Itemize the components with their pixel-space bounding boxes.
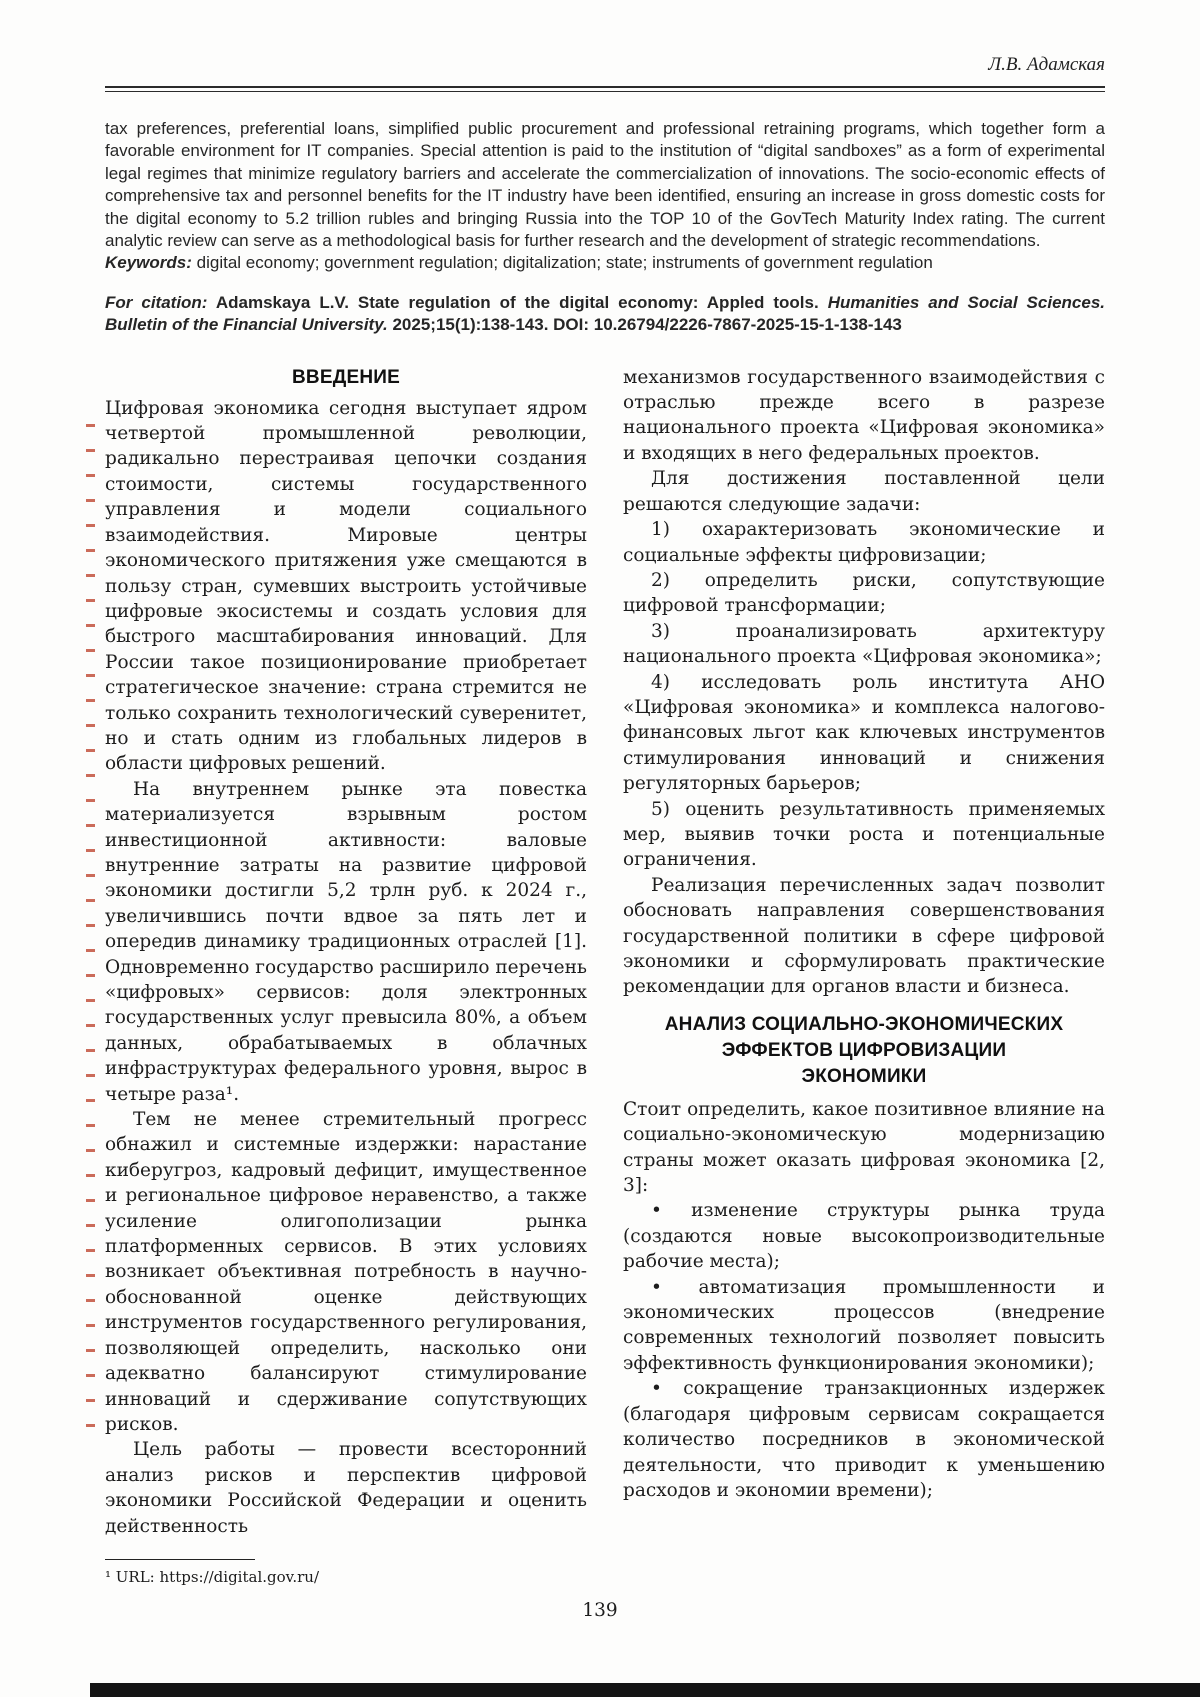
- keywords-label: Keywords:: [105, 253, 192, 273]
- task-item-5: 5) оценить результативность применяемых мер, выявив точки роста и потенциальные ограничения.: [623, 798, 1105, 871]
- running-head-author: Л.В. Адамская: [988, 54, 1105, 75]
- tasks-outro-paragraph: Реализация перечисленных задач позволит обосновать направления совершенствования государственной политики в сфере цифровой экономики и сформулировать практические рекомендации для органов власти и бизнеса.: [623, 874, 1105, 998]
- citation-journal: Humanities and Social Sciences. Bulletin of the Financial University.: [105, 292, 1106, 335]
- intro-paragraph-2: На внутреннем рынке эта повестка материализуется взрывным ростом инвестиционной активности: валовые внутренние затраты на развитие цифровой экономики достигли 5,2 трлн руб. к 2024 г., увеличившись почти вдвое за пять лет и опередив динамику традиционных отраслей [1]. Одновременно государство расширило перечень «цифровых» сервисов: доля электронных государственных услуг превысила 80%, а объем данных, обрабатываемых в облачных инфраструктурах федерального уровня, вырос в четыре раза¹.: [105, 778, 587, 1105]
- footnote-block: [105, 1559, 587, 1587]
- analysis-heading-line-1: АНАЛИЗ СОЦИАЛЬНО-ЭКОНОМИЧЕСКИХ: [664, 1013, 1064, 1035]
- two-column-body: [105, 365, 1105, 1587]
- task-item-2: 2) определить риски, сопутствующие цифровой трансформации;: [623, 569, 1105, 617]
- analysis-intro-paragraph: Стоит определить, какое позитивное влияние на социально-экономическую модернизацию страны может оказать цифровая экономика [2, 3]:: [623, 1098, 1105, 1197]
- abstract-text: tax preferences, preferential loans, simplified public procurement and professional retraining programs, which together form a favorable environment for IT companies. Special attention is paid to the institution of “digital sandboxes” as a form of experimental legal regimes that minimize regulatory barriers and accelerate the commercialization of innovations. The socio-economic effects of comprehensive tax and personnel benefits for the IT industry have been identified, ensuring an increase in gross domestic costs for the digital economy to 5.2 trillion rubles and bringing Russia into the TOP 10 of the GovTech Maturity Index rating. The current analytic review can serve as a methodological basis for further research and the development of strategic recommendations.: [105, 119, 1105, 251]
- scan-margin-marks: [86, 424, 95, 1444]
- right-column: [623, 365, 1105, 1587]
- intro-paragraph-4: Цель работы — провести всесторонний анализ рисков и перспектив цифровой экономики Российской Федерации и оценить действенность: [105, 1439, 587, 1537]
- footnote-url: ¹ URL: https://digital.gov.ru/: [105, 1567, 319, 1586]
- task-item-3: 3) проанализировать архитектуру национального проекта «Цифровая экономика»;: [623, 620, 1105, 668]
- citation-text: Adamskaya L.V. State regulation of the digital economy: Appled tools.: [207, 292, 828, 312]
- intro-paragraph-1: Цифровая экономика сегодня выступает ядром четвертой промышленной революции, радикально перестраивая цепочки создания стоимости, системы государственного управления и модели социального взаимодействия. Мировые центры экономического притяжения уже смещаются в пользу стран, сумевших выстроить устойчивые цифровые экосистемы и создать условия для быстрого масштабирования инноваций. Для России такое позиционирование приобретает стратегическое значение: страна стремится не только сохранить технологический суверенитет, но и стать одним из глобальных лидеров в области цифровых решений.: [105, 397, 587, 775]
- page-content: [105, 0, 1105, 1587]
- citation-tail: 2025;15(1):138-143. DOI: 10.26794/2226-7867-2025-15-1-138-143: [387, 315, 902, 335]
- task-item-4: 4) исследовать роль института АНО «Цифровая экономика» и комплекса налогово-финансовых льгот как ключевых инструментов стимулирования инноваций и снижения регуляторных барьеров;: [623, 671, 1105, 795]
- header-double-rule: [105, 86, 1105, 92]
- keywords-text: digital economy; government regulation; digitalization; state; instruments of government regulation: [191, 253, 933, 273]
- left-column: [105, 365, 587, 1587]
- analysis-heading: [623, 1012, 1105, 1090]
- abstract-en: [105, 118, 1105, 275]
- page-number: 139: [582, 1600, 618, 1621]
- bullet-item-1: • изменение структуры рынка труда (создаются новые высокопроизводительные рабочие места);: [623, 1200, 1105, 1273]
- intro-paragraph-3: Тем не менее стремительный прогресс обнажил и системные издержки: нарастание киберугроз, кадровый дефицит, имущественное и региональное цифровое неравенство, а также усиление олигополизации рынка платформенных сервисов. В этих условиях возникает объективная потребность в научно-обоснованной оценке действующих инструментов государственного регулирования, позволяющей определить, насколько они адекватно балансируют стимулирование инноваций и сдерживание сопутствующих рисков.: [105, 1109, 587, 1435]
- intro-heading: ВВЕДЕНИЕ: [292, 366, 400, 388]
- footnote-rule: [105, 1559, 255, 1560]
- analysis-heading-line-3: ЭКОНОМИКИ: [801, 1065, 927, 1087]
- bottom-scan-bar: [90, 1683, 1200, 1697]
- task-item-1: 1) охарактеризовать экономические и социальные эффекты цифровизации;: [623, 519, 1105, 566]
- keywords-line: [105, 252, 1105, 274]
- continuation-paragraph: механизмов государственного взаимодействия с отраслью прежде всего в разрезе национального проекта «Цифровая экономика» и входящих в него федеральных проектов.: [623, 366, 1105, 464]
- citation-label: For citation:: [105, 292, 208, 312]
- bullet-item-3: • сокращение транзакционных издержек (благодаря цифровым сервисам сокращается количество посредников в экономической деятельности, что приводит к уменьшению расходов и экономии времени);: [623, 1378, 1105, 1501]
- citation-block: [105, 292, 1105, 337]
- analysis-heading-line-2: ЭФФЕКТОВ ЦИФРОВИЗАЦИИ: [721, 1039, 1007, 1061]
- tasks-intro-paragraph: Для достижения поставленной цели решаются следующие задачи:: [623, 468, 1105, 515]
- bullet-item-2: • автоматизация промышленности и экономических процессов (внедрение современных технологий позволяет повысить эффективность функционирования экономики);: [623, 1276, 1105, 1374]
